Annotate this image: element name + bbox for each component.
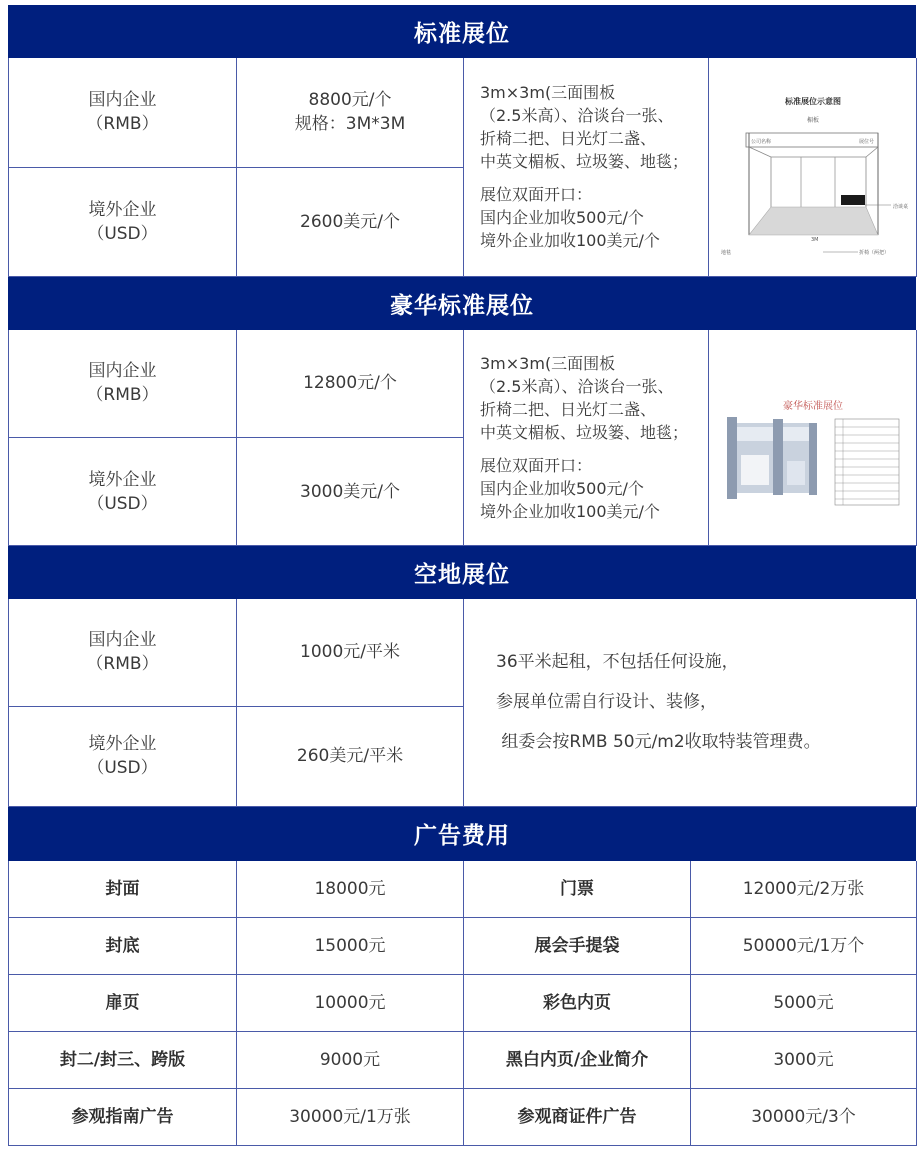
ad-item: 封面: [9, 861, 237, 918]
raw-space-table: [8, 599, 917, 807]
svg-text:折椅（两把）: 折椅（两把）: [858, 249, 889, 256]
ad-item: 扉页: [9, 975, 237, 1032]
table-row: [9, 599, 917, 706]
section-title: 豪华标准展位: [390, 292, 534, 319]
section-header-raw-space: [8, 546, 916, 599]
booth-description-cell: 3m×3m(三面围板 （2.5米高）、洽谈台一张、 折椅二把、日光灯二盏、 中英文楣板、垃圾篓、地毯； 展位双面开口： 国内企业加收500元/个 境外企业加收100美元/个: [464, 330, 709, 546]
company-type-cell: 境外企业 （USD）: [9, 167, 237, 276]
section-title: 空地展位: [414, 562, 510, 588]
ad-item: 门票: [464, 861, 691, 918]
ad-price: 9000元: [237, 1032, 464, 1089]
price-cell: 1000元/平米: [237, 599, 464, 706]
ad-item: 封二/封三、跨版: [9, 1032, 237, 1089]
price-cell: 3000美元/个: [237, 438, 464, 546]
section-header-deluxe-booth: [8, 277, 916, 330]
company-type-cell: 国内企业 （RMB）: [9, 58, 237, 167]
price-cell: 8800元/个 规格：3M*3M: [237, 58, 464, 167]
ad-price: 10000元: [237, 975, 464, 1032]
table-row: [9, 1089, 917, 1146]
ad-price: 5000元: [691, 975, 917, 1032]
table-row: [9, 975, 917, 1032]
svg-text:公司名称: 公司名称: [750, 138, 771, 145]
price-cell: 260美元/平米: [237, 706, 464, 806]
section-header-standard-booth: [8, 5, 916, 58]
booth-diagram-image: [713, 67, 913, 267]
ad-price: 50000元/1万个: [691, 918, 917, 975]
standard-booth-diagram: [709, 58, 917, 276]
ad-price: 15000元: [237, 918, 464, 975]
deluxe-booth-image: [709, 330, 917, 546]
deluxe-booth-photo: [713, 337, 913, 537]
table-row: [9, 1032, 917, 1089]
ad-item: 黑白内页/企业简介: [464, 1032, 691, 1089]
table-row: [9, 861, 917, 918]
price-cell: 12800元/个: [237, 330, 464, 438]
ad-price: 30000元/1万张: [237, 1089, 464, 1146]
standard-booth-table: [8, 58, 917, 277]
ad-price: 3000元: [691, 1032, 917, 1089]
deluxe-booth-table: [8, 330, 917, 547]
svg-text:洽谈桌: 洽谈桌: [892, 203, 908, 210]
advertising-table: [8, 861, 917, 1147]
table-row: [9, 58, 917, 167]
company-type-cell: 国内企业 （RMB）: [9, 330, 237, 438]
booth-description-cell: 3m×3m(三面围板 （2.5米高）、洽谈台一张、 折椅二把、日光灯二盏、 中英文楣板、垃圾篓、地毯； 展位双面开口： 国内企业加收500元/个 境外企业加收100美元/个: [464, 58, 709, 276]
ad-item: 参观指南广告: [9, 1089, 237, 1146]
ad-price: 18000元: [237, 861, 464, 918]
ad-item: 参观商证件广告: [464, 1089, 691, 1146]
section-header-advertising: [8, 807, 916, 861]
ad-price: 30000元/3个: [691, 1089, 917, 1146]
ad-item: 展会手提袋: [464, 918, 691, 975]
svg-text:地毯: 地毯: [720, 249, 731, 256]
company-type-cell: 境外企业 （USD）: [9, 706, 237, 806]
svg-text:楣板: 楣板: [806, 116, 819, 124]
ad-price: 12000元/2万张: [691, 861, 917, 918]
price-cell: 2600美元/个: [237, 167, 464, 276]
company-type-cell: 国内企业 （RMB）: [9, 599, 237, 706]
svg-text:3M: 3M: [810, 236, 818, 243]
ad-item: 封底: [9, 918, 237, 975]
table-row: [9, 330, 917, 438]
section-title: 广告费用: [414, 823, 510, 849]
svg-text:豪华标准展位: 豪华标准展位: [782, 401, 843, 413]
ad-item: 彩色内页: [464, 975, 691, 1032]
price-sheet: [8, 5, 916, 1146]
company-type-cell: 境外企业 （USD）: [9, 438, 237, 546]
table-row: [9, 918, 917, 975]
svg-text:展位号: 展位号: [858, 138, 874, 145]
raw-space-description-cell: 36平米起租，不包括任何设施， 参展单位需自行设计、装修， 组委会按RMB 50元/m2收取特装管理费。: [464, 599, 917, 806]
svg-text:标准展位示意图: 标准展位示意图: [784, 96, 841, 106]
section-title: 标准展位: [414, 21, 510, 47]
